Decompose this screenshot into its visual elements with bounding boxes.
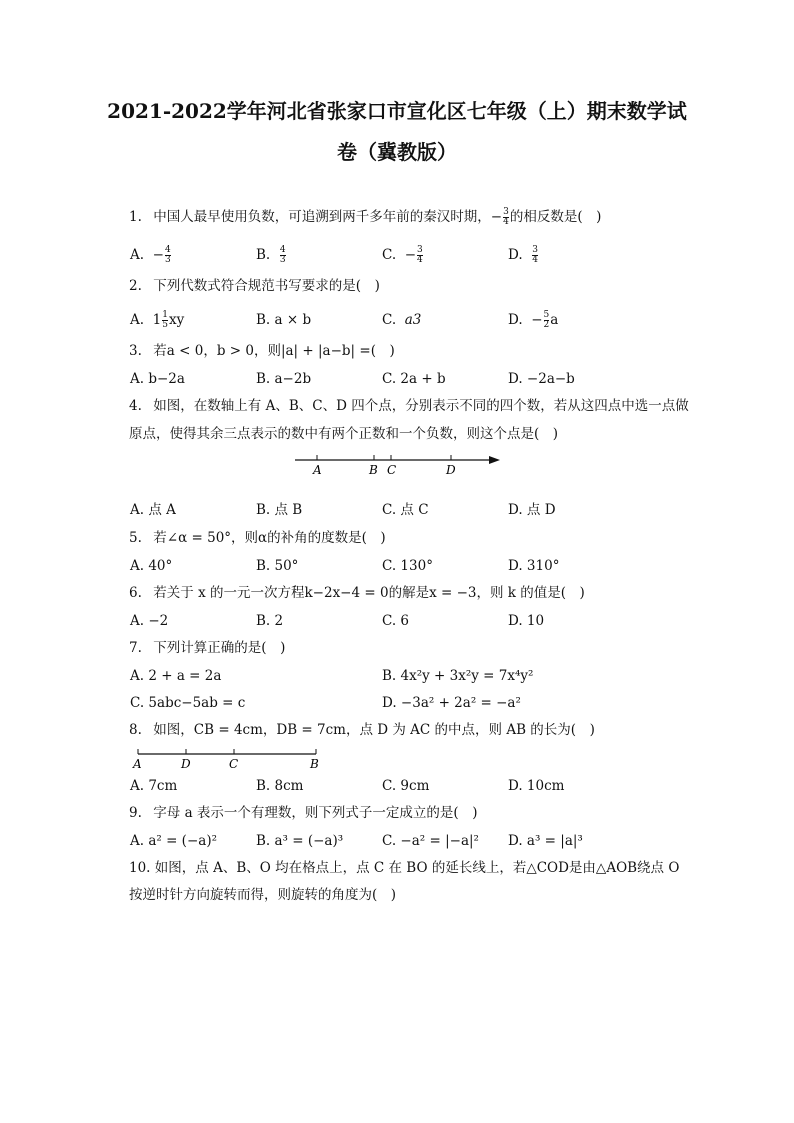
option-b[interactable]: B. a × b <box>256 312 312 328</box>
option-d[interactable]: D. 点 D <box>508 502 556 518</box>
option-b[interactable]: B. 50° <box>256 558 299 574</box>
option-c[interactable]: C. 6 <box>382 613 410 629</box>
arrow-head-icon <box>489 456 500 464</box>
option-b[interactable]: B. 4x²y + 3x²y = 7x⁴y² <box>382 668 534 684</box>
question-4-options <box>130 500 690 520</box>
option-c[interactable] <box>382 245 424 265</box>
option-letter: A. <box>130 312 145 328</box>
fraction-denominator: 4 <box>532 255 538 265</box>
fraction <box>544 311 550 330</box>
option-c[interactable] <box>382 310 421 330</box>
question-text: 下列代数式符合规范书写要求的是( ) <box>153 278 380 294</box>
question-5 <box>129 529 709 547</box>
fraction-denominator: 4 <box>503 217 509 227</box>
point-label-d: D <box>181 757 191 771</box>
fraction-denominator: 5 <box>162 320 168 330</box>
question-number: 7. <box>129 640 142 656</box>
option-c[interactable]: C. 点 C <box>382 502 429 518</box>
question-8-options <box>130 776 690 796</box>
fraction-numerator: 3 <box>417 245 423 255</box>
question-number: 9. <box>129 805 142 821</box>
question-7-options-row2 <box>130 693 690 713</box>
option-c[interactable]: C. 9cm <box>382 778 430 794</box>
question-text: 字母 a 表示一个有理数，则下列式子一定成立的是( ) <box>153 805 478 821</box>
question-1-options <box>130 245 690 265</box>
fraction <box>280 246 286 265</box>
option-a[interactable]: A. 点 A <box>130 502 176 518</box>
fraction-numerator: 4 <box>279 245 286 255</box>
question-7 <box>129 639 709 657</box>
option-c[interactable]: C. −a² = |−a|² <box>382 833 479 849</box>
question-number: 6. <box>129 585 142 601</box>
mixed-number-whole: 1 <box>152 312 162 328</box>
question-10-line2: 按逆时针方向旋转而得，则旋转的角度为( ) <box>129 887 397 903</box>
fraction-denominator: 4 <box>417 255 423 265</box>
option-letter: D. <box>508 247 523 263</box>
point-label-c: C <box>229 757 239 771</box>
fraction-numerator: 3 <box>532 245 538 255</box>
question-number: 8. <box>129 722 142 738</box>
option-d[interactable] <box>508 245 539 265</box>
option-a[interactable]: A. a² = (−a)² <box>130 833 217 849</box>
option-d[interactable]: D. a³ = |a|³ <box>508 833 583 849</box>
point-label-c: C <box>387 463 397 477</box>
option-c[interactable]: C. 2a + b <box>382 371 446 387</box>
point-label-b: B <box>310 757 319 771</box>
fraction <box>503 208 509 227</box>
option-d[interactable] <box>508 310 558 330</box>
option-b[interactable] <box>256 245 287 265</box>
option-a[interactable]: A. b−2a <box>130 371 185 387</box>
fraction-numerator: 5 <box>543 310 550 320</box>
option-b[interactable]: B. 点 B <box>256 502 303 518</box>
option-d[interactable]: D. 310° <box>508 558 560 574</box>
question-text: 若a < 0，b > 0，则|a| + |a−b| =( ) <box>153 343 395 359</box>
question-number: 2. <box>129 278 142 294</box>
fraction-numerator: 3 <box>503 207 509 217</box>
option-letter: C. <box>382 247 397 263</box>
option-d[interactable]: D. 10 <box>508 613 545 629</box>
question-number: 5. <box>129 530 142 546</box>
option-a[interactable]: A. 40° <box>130 558 173 574</box>
question-6 <box>129 584 709 602</box>
option-a[interactable]: A. 7cm <box>130 778 178 794</box>
option-c[interactable]: C. 5abc−5ab = c <box>130 695 246 711</box>
question-9-options <box>130 831 690 851</box>
negative-sign: − <box>404 247 417 263</box>
point-label-a: A <box>133 757 142 771</box>
question-text: 如图，CB = 4cm，DB = 7cm，点 D 为 AC 的中点，则 AB 的长为( ) <box>153 722 595 738</box>
option-b[interactable]: B. 8cm <box>256 778 304 794</box>
question-number: 3. <box>129 343 142 359</box>
fraction <box>532 246 538 265</box>
question-9 <box>129 804 709 822</box>
option-b[interactable]: B. 2 <box>256 613 284 629</box>
option-d[interactable]: D. −3a² + 2a² = −a² <box>382 695 521 711</box>
point-label-b: B <box>369 463 378 477</box>
question-3-options <box>130 369 690 389</box>
option-letter: D. <box>508 312 523 328</box>
point-label-a: A <box>313 463 322 477</box>
negative-sign: − <box>490 209 503 225</box>
fraction <box>417 246 423 265</box>
question-6-options <box>130 611 690 631</box>
question-text: 中国人最早使用负数，可追溯到两千多年前的秦汉时期， <box>153 209 491 225</box>
option-d[interactable]: D. −2a−b <box>508 371 575 387</box>
question-text: 下列计算正确的是( ) <box>153 640 286 656</box>
page-title-line1: 2021-2022学年河北省张家口市宣化区七年级（上）期末数学试 <box>107 99 687 123</box>
question-7-options-row1 <box>130 666 690 686</box>
option-b[interactable]: B. a−2b <box>256 371 312 387</box>
fraction-numerator: 1 <box>162 310 168 320</box>
page-title-line2: 卷（冀教版） <box>337 140 457 164</box>
negative-sign: − <box>531 312 543 328</box>
question-text: 若∠α = 50°，则α的补角的度数是( ) <box>153 530 386 546</box>
question-10-line1 <box>129 859 709 877</box>
question-number: 4. <box>129 398 142 414</box>
question-3 <box>129 342 709 360</box>
fraction <box>162 311 168 330</box>
question-5-options <box>130 556 690 576</box>
option-a[interactable] <box>130 245 172 265</box>
question-4-line2: 原点，使得其余三点表示的数中有两个正数和一个负数，则这个点是( ) <box>129 426 559 442</box>
negative-sign: − <box>152 247 164 263</box>
question-1 <box>129 208 709 227</box>
question-2 <box>129 277 709 295</box>
variable-text: xy <box>168 312 185 328</box>
question-4-line1 <box>129 397 709 415</box>
question-number: 10. <box>129 860 151 876</box>
fraction-denominator: 2 <box>543 320 550 330</box>
fraction-denominator: 3 <box>279 255 286 265</box>
option-d[interactable]: D. 10cm <box>508 778 565 794</box>
fraction <box>165 246 171 265</box>
question-text: 若关于 x 的一元一次方程k−2x−4 = 0的解是x = −3，则 k 的值是( ) <box>153 585 585 601</box>
option-a[interactable]: A. −2 <box>130 613 169 629</box>
option-b[interactable]: B. a³ = (−a)³ <box>256 833 344 849</box>
variable-text: a <box>550 312 559 328</box>
option-letter: A. <box>130 247 145 263</box>
number-line-figure <box>290 452 505 478</box>
question-text: 如图，在数轴上有 A、B、C、D 四个点，分别表示不同的四个数，若从这四点中选一点做 <box>153 398 689 414</box>
option-letter: B. <box>256 247 271 263</box>
fraction-numerator: 4 <box>164 245 171 255</box>
option-letter: C. <box>382 312 397 328</box>
question-text: 如图，点 A、B、O 均在格点上，点 C 在 BO 的延长线上，若△COD是由△AOB绕点 O <box>154 860 680 876</box>
fraction-denominator: 3 <box>164 255 171 265</box>
point-label-d: D <box>446 463 456 477</box>
question-number: 1. <box>129 209 142 225</box>
option-a[interactable] <box>130 310 184 330</box>
option-c[interactable]: C. 130° <box>382 558 433 574</box>
option-a[interactable]: A. 2 + a = 2a <box>130 668 222 684</box>
question-text-end: 的相反数是( ) <box>509 209 602 225</box>
question-2-options <box>130 310 690 330</box>
option-expression: a3 <box>404 312 422 328</box>
question-8 <box>129 721 709 739</box>
line-segment-figure <box>130 746 330 772</box>
